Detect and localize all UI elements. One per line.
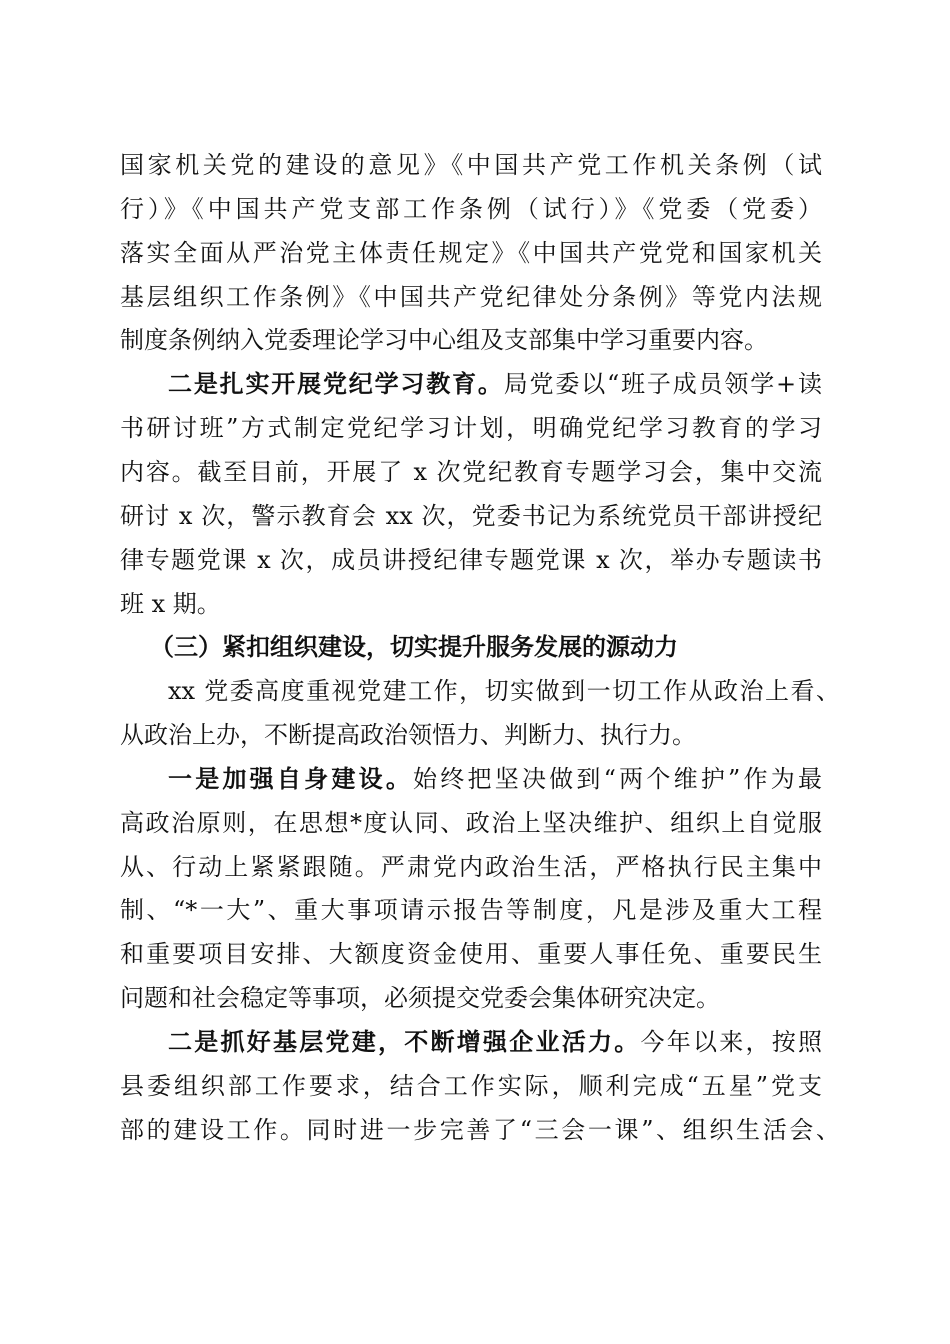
line-text: 研讨 x 次，警示教育会 xx 次，党委书记为系统党员干部讲授纪 [120, 501, 822, 530]
line-text: 局党委以“班子成员领学+读 [503, 370, 822, 399]
line-text: 县委组织部工作要求，结合工作实际，顺利完成“五星”党支 [120, 1071, 822, 1100]
text-line [120, 895, 822, 925]
line-text: 制、“*一大”、重大事项请示报告等制度，凡是涉及重大工程 [120, 896, 822, 925]
text-line [168, 676, 840, 706]
text-line [120, 238, 822, 268]
line-text: 内容。截至目前，开展了 x 次党纪教育专题学习会，集中交流 [120, 457, 822, 486]
text-line [120, 852, 822, 882]
line-text: 高政治原则，在思想*度认同、政治上坚决维护、组织上自觉服 [120, 808, 822, 837]
text-line [120, 808, 822, 838]
text-line [168, 1027, 822, 1057]
text-line [120, 1071, 822, 1101]
line-text: 从政治上办，不断提高政治领悟力、判断力、执行力。 [120, 721, 696, 750]
text-line [120, 457, 822, 487]
line-text: 行）》《中国共产党支部工作条例（试行）》《党委（党委） [120, 194, 822, 223]
line-text: 律专题党课 x 次，成员讲授纪律专题党课 x 次，举办专题读书 [120, 545, 822, 574]
heading-text: （三）紧扣组织建设，切实提升服务发展的源动力 [150, 632, 678, 662]
text-line [120, 413, 822, 443]
line-text: 问题和社会稳定等事项，必须提交党委会集体研究决定。 [120, 984, 720, 1013]
line-text: 从、行动上紧紧跟随。严肃党内政治生活，严格执行民主集中 [120, 852, 822, 881]
lead-phrase: 二是抓好基层党建，不断增强企业活力。 [168, 1027, 641, 1056]
line-text: 今年以来，按照 [640, 1028, 822, 1056]
text-line [120, 939, 822, 969]
text-line [120, 501, 822, 531]
line-text: 落实全面从严治党主体责任规定》《中国共产党党和国家机关 [120, 238, 822, 267]
line-text: 制度条例纳入党委理论学习中心组及支部集中学习重要内容。 [120, 326, 768, 355]
line-text: 基层组织工作条例》《中国共产党纪律处分条例》等党内法规 [120, 282, 822, 311]
line-text: 国家机关党的建设的意见》《中国共产党工作机关条例（试 [120, 151, 822, 179]
text-line [120, 194, 822, 224]
line-text: xx 党委高度重视党建工作，切实做到一切工作从政治上看、 [168, 677, 840, 706]
line-text: 书研讨班”方式制定党纪学习计划，明确党纪学习教育的学习 [120, 414, 822, 443]
text-line [168, 369, 822, 399]
line-text: 和重要项目安排、大额度资金使用、重要人事任免、重要民生 [120, 940, 822, 969]
text-line [120, 589, 822, 619]
line-text: 班 x 期。 [120, 589, 221, 618]
text-line [120, 325, 822, 355]
text-line [120, 545, 822, 575]
text-line [120, 983, 822, 1013]
text-line [168, 764, 822, 794]
text-line [120, 720, 822, 750]
text-line [150, 632, 852, 662]
text-line [120, 150, 822, 180]
line-text: 始终把坚决做到“两个维护”作为最 [413, 764, 822, 793]
lead-phrase: 一是加强自身建设。 [168, 763, 414, 793]
text-line [120, 282, 822, 312]
lead-phrase: 二是扎实开展党纪学习教育。 [168, 369, 504, 399]
line-text: 部的建设工作。同时进一步完善了“三会一课”、组织生活会、 [120, 1115, 840, 1144]
text-line [120, 1115, 840, 1145]
